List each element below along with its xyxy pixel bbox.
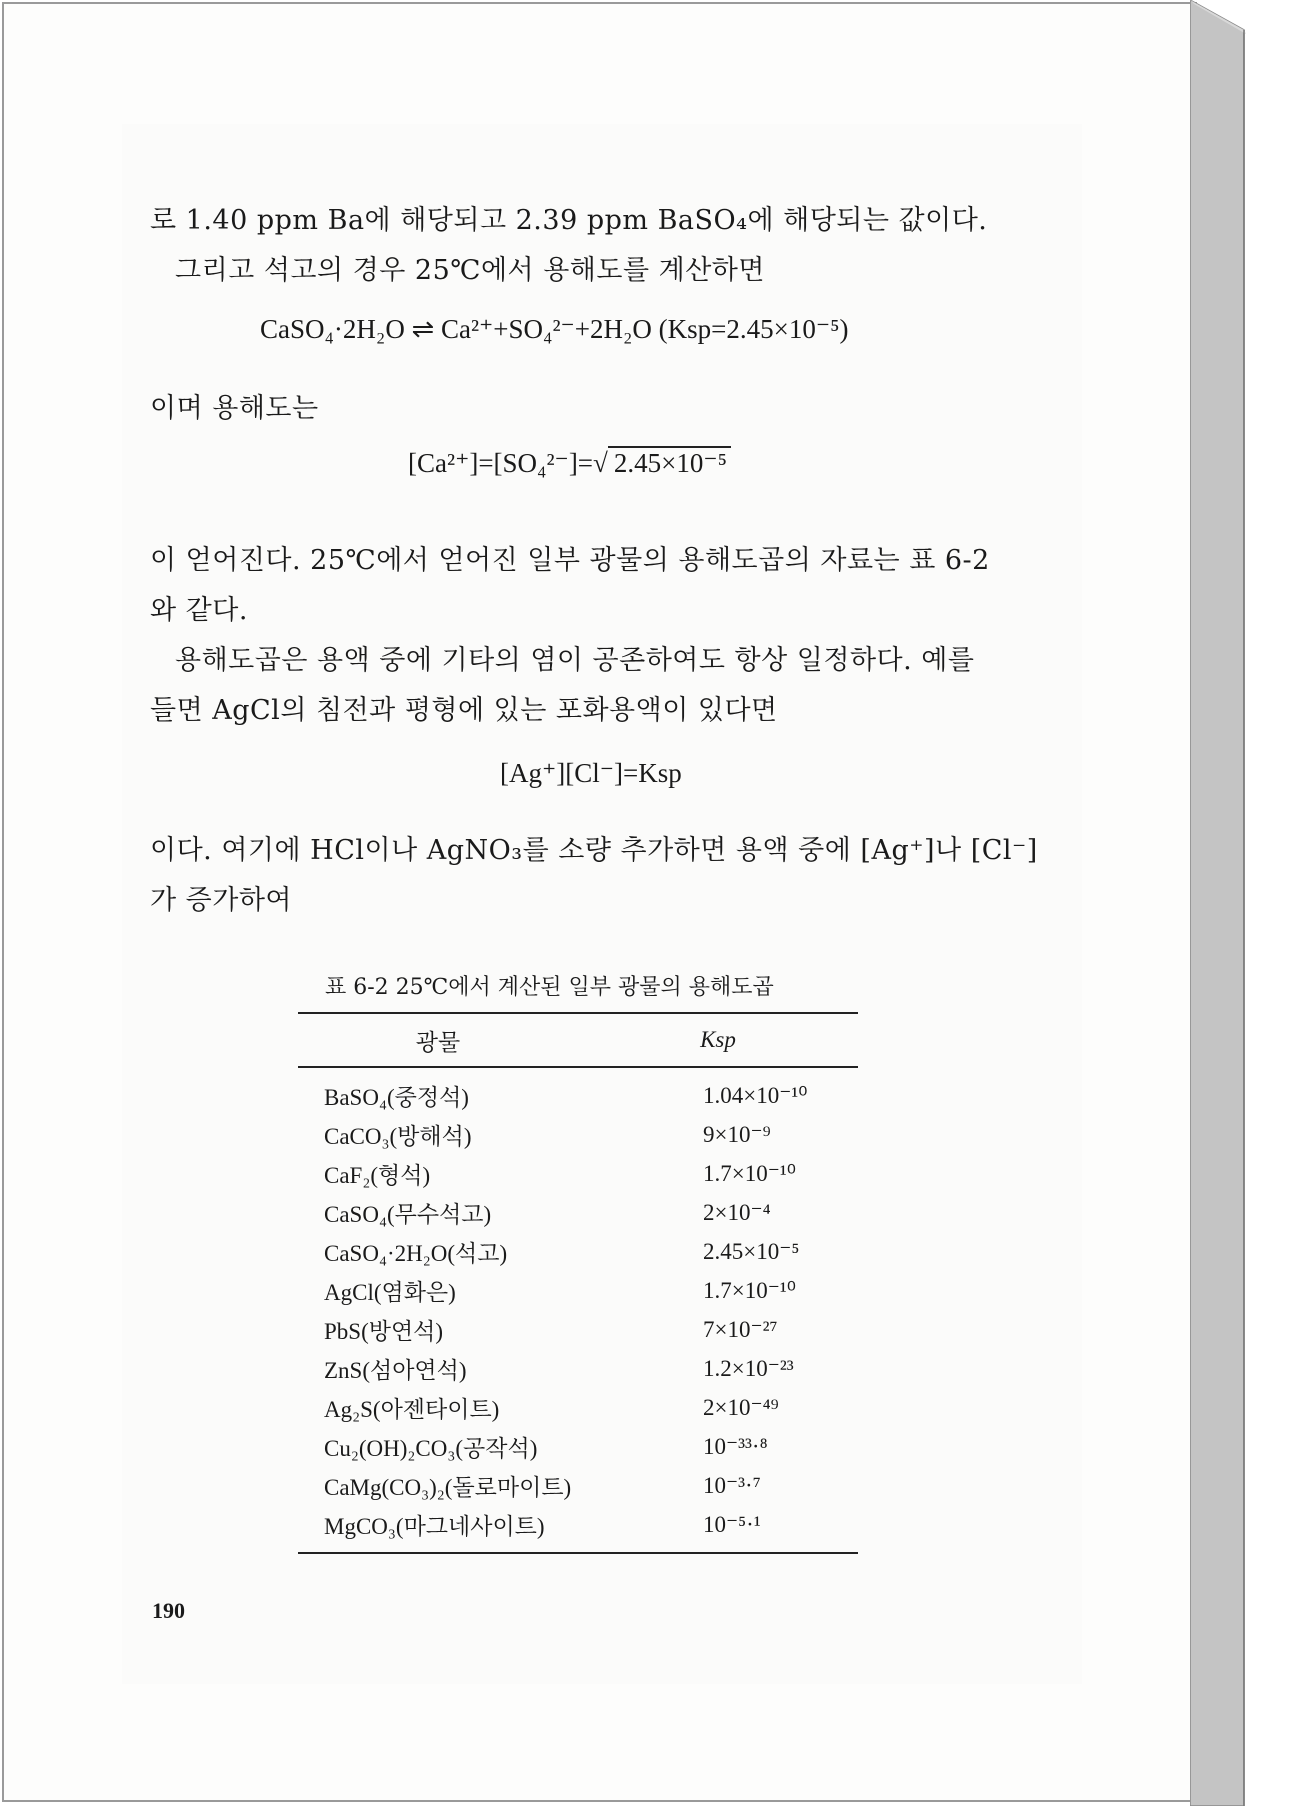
equation-radicand: 2.45×10⁻⁵ (608, 446, 731, 478)
table-row (298, 1505, 858, 1544)
equation-left: [Ca²⁺]=[SO₄²⁻]= (408, 448, 594, 478)
table-header (298, 1014, 858, 1066)
mineral-cell: AgCl(염화은) (324, 1280, 456, 1305)
mineral-cell: Cu₂(OH)₂CO₃(공작석) (324, 1436, 538, 1461)
mineral-cell: MgCO₃(마그네사이트) (324, 1514, 545, 1539)
paragraph-line: 가 증가하여 (150, 885, 292, 916)
equation-gypsum-dissolution: CaSO₄·2H₂O ⇌ Ca²⁺+SO₄²⁻+2H₂O (Ksp=2.45×10⁻⁵) (260, 314, 849, 344)
table-caption: 표 6-2 25℃에서 계산된 일부 광물의 용해도곱 (325, 975, 774, 1000)
book-edge (1190, 0, 1300, 1806)
table-body (298, 1068, 858, 1552)
table-row (298, 1271, 858, 1310)
sqrt-symbol: √ (593, 448, 608, 478)
mineral-cell: Ag₂S(아젠타이트) (324, 1397, 500, 1422)
mineral-cell: CaSO₄(무수석고) (324, 1202, 492, 1227)
equation-solubility (408, 448, 731, 479)
ksp-cell: 1.7×10⁻¹⁰ (703, 1160, 796, 1186)
table-row (298, 1427, 858, 1466)
table-row (298, 1154, 858, 1193)
table-row (298, 1349, 858, 1388)
ksp-cell: 10⁻³³·⁸ (703, 1433, 768, 1459)
paragraph-line: 용해도곱은 용액 중에 기타의 염이 공존하여도 항상 일정하다. 예를 (175, 645, 975, 676)
ksp-cell: 2.45×10⁻⁵ (703, 1238, 800, 1264)
paragraph-line: 와 같다. (150, 595, 248, 626)
ksp-cell: 2×10⁻⁴ (703, 1199, 771, 1225)
table-row (298, 1232, 858, 1271)
table-row (298, 1388, 858, 1427)
ksp-cell: 9×10⁻⁹ (703, 1121, 771, 1147)
ksp-cell: 10⁻³·⁷ (703, 1472, 761, 1498)
ksp-cell: 1.7×10⁻¹⁰ (703, 1277, 796, 1303)
mineral-cell: CaF₂(형석) (324, 1163, 431, 1188)
equation-ksp-agcl: [Ag⁺][Cl⁻]=Ksp (500, 758, 682, 788)
table-row (298, 1115, 858, 1154)
mineral-cell: BaSO₄(중정석) (324, 1085, 469, 1110)
table-row (298, 1076, 858, 1115)
table-bottom-rule (298, 1552, 858, 1554)
mineral-cell: ZnS(섬아연석) (324, 1358, 467, 1383)
page-number: 190 (152, 1598, 185, 1623)
header-ksp: Ksp (700, 1027, 736, 1052)
ksp-cell: 10⁻⁵·¹ (703, 1511, 761, 1537)
paragraph-line: 이다. 여기에 HCl이나 AgNO₃를 소량 추가하면 용액 중에 [Ag⁺]나 [Cl⁻] (150, 835, 1038, 866)
paragraph-line: 그리고 석고의 경우 25℃에서 용해도를 계산하면 (175, 255, 765, 286)
ksp-cell: 7×10⁻²⁷ (703, 1316, 778, 1342)
ksp-table (298, 1012, 858, 1554)
paragraph-line: 이 얻어진다. 25℃에서 얻어진 일부 광물의 용해도곱의 자료는 표 6-2 (150, 545, 990, 576)
table-row (298, 1193, 858, 1232)
mineral-cell: CaSO₄·2H₂O(석고) (324, 1241, 508, 1266)
mineral-cell: CaCO₃(방해석) (324, 1124, 472, 1149)
table-row (298, 1310, 858, 1349)
paragraph-line: 이며 용해도는 (150, 393, 319, 424)
table-row (298, 1466, 858, 1505)
paragraph-line: 로 1.40 ppm Ba에 해당되고 2.39 ppm BaSO₄에 해당되는 값이다. (150, 205, 988, 236)
ksp-cell: 2×10⁻⁴⁹ (703, 1394, 779, 1420)
ksp-cell: 1.04×10⁻¹⁰ (703, 1082, 808, 1108)
paragraph-line: 들면 AgCl의 침전과 평형에 있는 포화용액이 있다면 (150, 695, 778, 726)
mineral-cell: PbS(방연석) (324, 1319, 444, 1344)
ksp-cell: 1.2×10⁻²³ (703, 1355, 794, 1381)
header-mineral: 광물 (415, 1029, 461, 1056)
mineral-cell: CaMg(CO₃)₂(돌로마이트) (324, 1475, 572, 1500)
